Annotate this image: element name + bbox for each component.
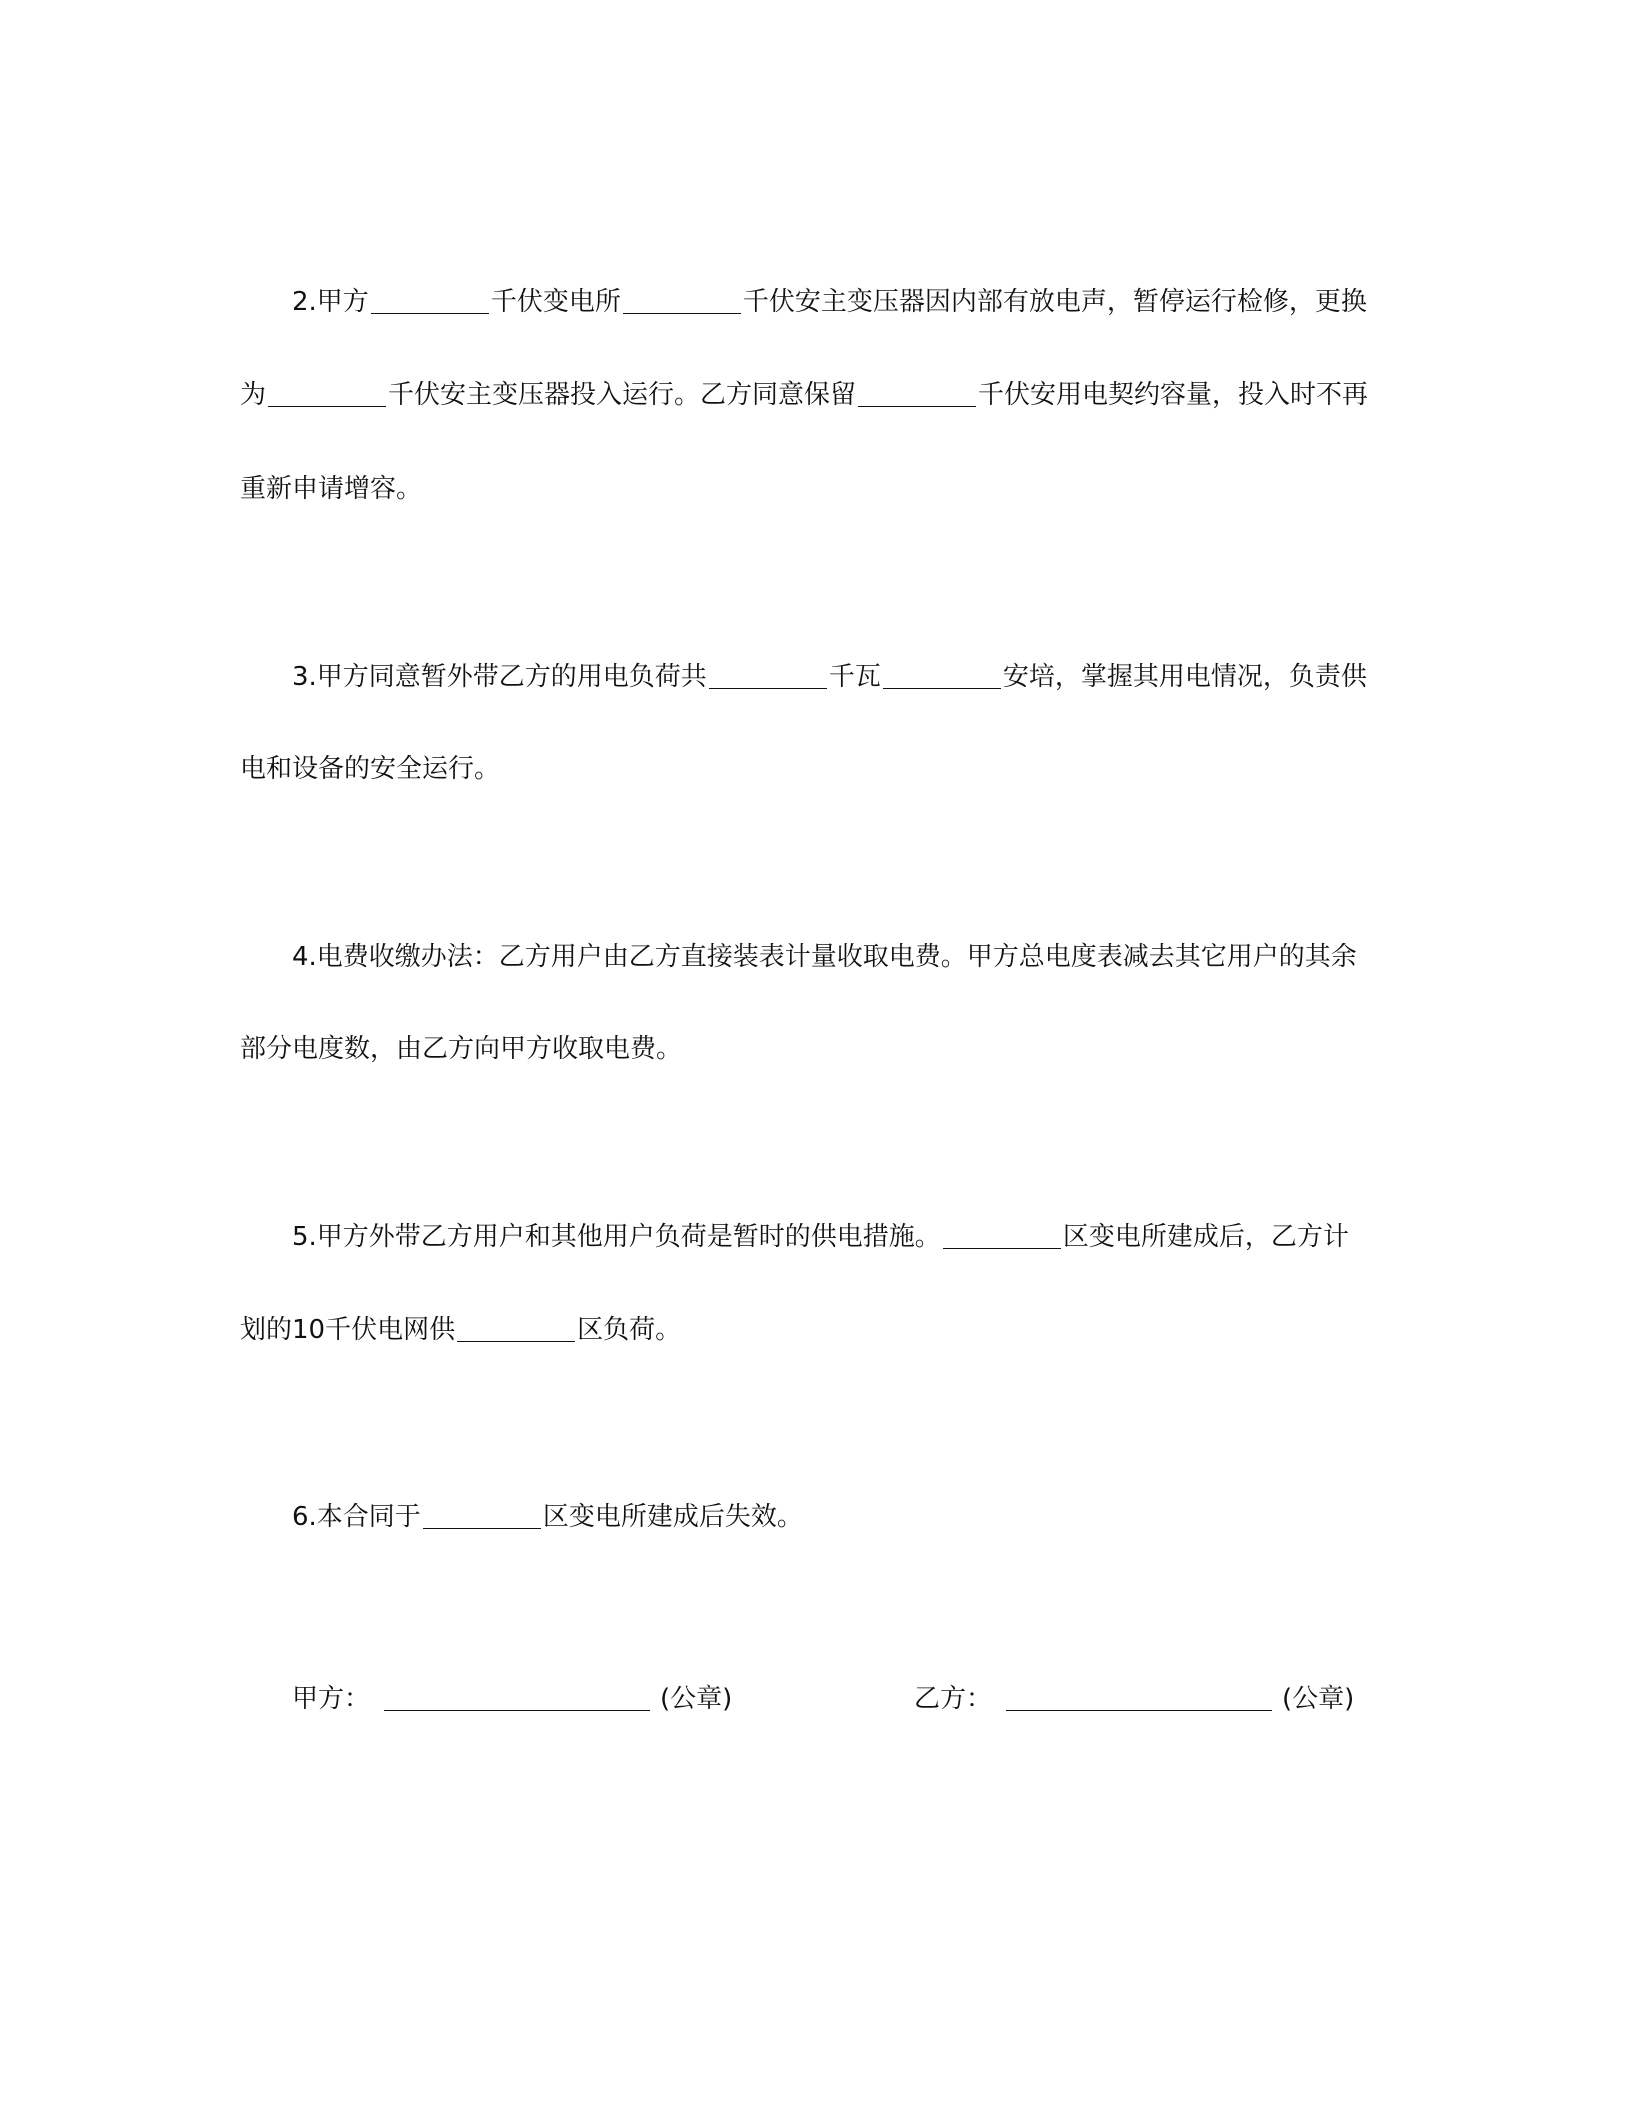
party-a-signature (292, 1682, 732, 1716)
clause-2-line-3: 重新申请增容。 (240, 474, 423, 504)
clause-3-text-c: 安培，掌握其用电情况，负责供 (1002, 662, 1367, 692)
party-a-seal: (公章) (660, 1684, 733, 1714)
party-a-signature-field[interactable] (384, 1684, 650, 1711)
blank-field[interactable] (623, 287, 741, 314)
clause-2-text-a: 2.甲方 (292, 287, 369, 317)
clause-2-text-d: 为 (240, 380, 267, 410)
clause-2-text-f: 千伏安用电契约容量，投入时不再 (978, 380, 1369, 410)
blank-field[interactable] (371, 287, 489, 314)
clause-2-text-e: 千伏安主变压器投入运行。乙方同意保留 (388, 380, 857, 410)
clause-5-text-c: 划的10千伏电网供 (240, 1315, 456, 1345)
clause-5-line-2 (240, 1313, 681, 1347)
party-b-signature-field[interactable] (1006, 1684, 1272, 1711)
party-b-seal: (公章) (1282, 1684, 1355, 1714)
clause-2-text-c: 千伏安主变压器因内部有放电声，暂停运行检修，更换 (742, 287, 1367, 317)
clause-3-text-b: 千瓦 (828, 662, 881, 692)
blank-field[interactable] (883, 662, 1001, 689)
clause-6-text-a: 6.本合同于 (292, 1502, 421, 1532)
blank-field[interactable] (943, 1222, 1061, 1249)
clause-5-text-b: 区变电所建成后，乙方计 (1062, 1222, 1349, 1252)
clause-3-line-2: 电和设备的安全运行。 (240, 754, 501, 784)
clause-2-text-b: 千伏变电所 (490, 287, 621, 317)
clause-5-text-a: 5.甲方外带乙方用户和其他用户负荷是暂时的供电措施。 (292, 1222, 941, 1252)
party-a-label: 甲方： (292, 1684, 371, 1714)
clause-6-line (292, 1500, 803, 1534)
party-b-signature (914, 1682, 1354, 1716)
clause-5-text-d: 区负荷。 (577, 1315, 682, 1345)
party-b-label: 乙方： (914, 1684, 993, 1714)
blank-field[interactable] (709, 662, 827, 689)
blank-field[interactable] (423, 1502, 541, 1529)
blank-field[interactable] (457, 1315, 575, 1342)
clause-3-line-1 (292, 660, 1367, 694)
clause-2-line-1 (292, 285, 1367, 319)
clause-2-line-2 (240, 378, 1368, 412)
clause-3-text-a: 3.甲方同意暂外带乙方的用电负荷共 (292, 662, 707, 692)
clause-4-line-2: 部分电度数，由乙方向甲方收取电费。 (240, 1034, 683, 1064)
clause-5-line-1 (292, 1220, 1349, 1254)
clause-4-line-1: 4.电费收缴办法：乙方用户由乙方直接装表计量收取电费。甲方总电度表减去其它用户的其余 (292, 942, 1357, 972)
blank-field[interactable] (268, 380, 386, 407)
blank-field[interactable] (858, 380, 976, 407)
clause-6-text-b: 区变电所建成后失效。 (542, 1502, 803, 1532)
